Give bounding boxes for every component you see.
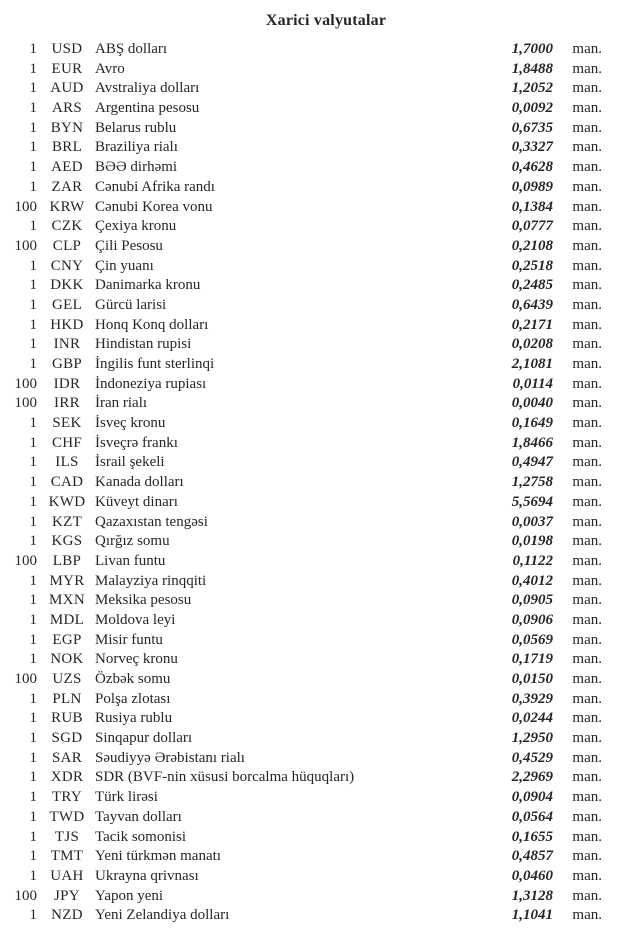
quantity-cell: 1: [29, 730, 37, 747]
rate-cell: 1,7000: [511, 41, 553, 57]
currency-code-cell: EUR: [51, 60, 83, 77]
unit-cell: man.: [572, 218, 602, 235]
rate-cell: 0,0040: [511, 395, 553, 412]
table-row: [0, 99, 602, 119]
currency-name-cell: Cənubi Afrika randı: [95, 178, 215, 195]
rate-cell: 0,1384: [511, 198, 553, 215]
rate-cell: 0,0244: [511, 710, 553, 727]
table-row: [0, 532, 602, 552]
table-row: [0, 828, 602, 848]
table-row: [0, 709, 602, 729]
currency-name-cell: Kanada dolları: [95, 474, 184, 491]
quantity-cell: 1: [29, 218, 37, 235]
rate-cell: 1,2758: [511, 474, 553, 491]
rate-cell: 1,2950: [511, 730, 553, 747]
unit-cell: man.: [572, 474, 602, 491]
unit-cell: man.: [572, 710, 602, 727]
table-row: [0, 788, 602, 808]
currency-code-cell: CHF: [51, 434, 83, 451]
unit-cell: man.: [572, 808, 602, 825]
unit-cell: man.: [572, 592, 602, 609]
currency-code-cell: AUD: [50, 80, 84, 97]
currency-name-cell: Yeni Zelandiya dolları: [95, 907, 230, 924]
quantity-cell: 1: [29, 848, 37, 865]
table-row: [0, 335, 602, 355]
rate-cell: 0,0564: [511, 808, 553, 825]
currency-name-cell: Tayvan dolları: [95, 808, 182, 825]
currency-name-cell: Ukrayna qrivnası: [95, 867, 199, 884]
currency-code-cell: USD: [51, 41, 83, 57]
currency-name-cell: Türk lirəsi: [95, 789, 158, 806]
quantity-cell: 1: [29, 139, 37, 156]
currency-code-cell: BYN: [50, 119, 84, 136]
currency-code-cell: UAH: [50, 867, 84, 884]
unit-cell: man.: [572, 493, 602, 510]
table-row: [0, 572, 602, 592]
rate-cell: 0,3929: [511, 690, 553, 707]
currency-name-cell: Livan funtu: [95, 552, 166, 569]
rate-cell: 0,1649: [511, 415, 553, 432]
currency-code-cell: PLN: [52, 690, 82, 707]
currency-name-cell: ABŞ dolları: [95, 41, 168, 57]
currency-name-cell: Misir funtu: [95, 631, 163, 648]
unit-cell: man.: [572, 671, 602, 687]
quantity-cell: 1: [29, 100, 37, 117]
currency-name-cell: Sinqapur dolları: [95, 730, 193, 747]
currency-code-cell: NOK: [50, 651, 84, 668]
rate-cell: 1,3128: [511, 887, 553, 904]
table-row: [0, 453, 602, 473]
currency-code-cell: HKD: [50, 316, 84, 333]
currency-code-cell: TJS: [54, 828, 80, 845]
rate-cell: 0,0905: [511, 592, 553, 609]
currency-name-cell: Braziliya rialı: [95, 139, 178, 156]
currency-name-cell: Tacik somonisi: [95, 828, 187, 845]
currency-name-cell: Norveç kronu: [95, 651, 178, 668]
table-row: [0, 237, 602, 257]
quantity-cell: 1: [29, 474, 37, 491]
currency-code-cell: GEL: [51, 296, 83, 313]
quantity-cell: 1: [29, 178, 37, 195]
quantity-cell: 1: [29, 690, 37, 707]
quantity-cell: 1: [29, 572, 37, 589]
table-row: [0, 513, 602, 533]
unit-cell: man.: [572, 41, 602, 57]
quantity-cell: 100: [14, 671, 37, 687]
quantity-cell: 1: [29, 336, 37, 353]
table-row: [0, 670, 602, 690]
unit-cell: man.: [572, 552, 602, 569]
currency-code-cell: ARS: [51, 100, 83, 117]
rate-cell: 0,2518: [511, 257, 553, 274]
quantity-cell: 1: [29, 41, 37, 57]
rate-cell: 0,0092: [511, 100, 553, 117]
rate-cell: 0,0904: [511, 789, 553, 806]
rate-cell: 0,4012: [511, 572, 553, 589]
currency-name-cell: İsveçrə frankı: [95, 434, 178, 451]
table-row: [0, 257, 602, 277]
currency-code-cell: CZK: [51, 218, 83, 235]
rate-cell: 0,6735: [511, 119, 553, 136]
quantity-cell: 100: [14, 395, 37, 412]
table-row: [0, 650, 602, 670]
table-row: [0, 631, 602, 651]
quantity-cell: 1: [29, 257, 37, 274]
unit-cell: man.: [572, 336, 602, 353]
table-row: [0, 178, 602, 198]
unit-cell: man.: [572, 789, 602, 806]
rate-cell: 1,2052: [511, 80, 553, 97]
currency-code-cell: UZS: [52, 671, 82, 687]
currency-code-cell: CNY: [50, 257, 84, 274]
unit-cell: man.: [572, 296, 602, 313]
rate-cell: 0,4628: [511, 159, 553, 176]
quantity-cell: 1: [29, 80, 37, 97]
currency-code-cell: LBP: [52, 552, 82, 569]
page-title: Xarici valyutalar: [265, 12, 387, 29]
table-row: [0, 887, 602, 907]
rate-cell: 0,0114: [512, 375, 553, 392]
unit-cell: man.: [572, 237, 602, 254]
rate-cell: 1,8488: [511, 60, 553, 77]
quantity-cell: 1: [29, 415, 37, 432]
quantity-cell: 1: [29, 513, 37, 530]
unit-cell: man.: [572, 100, 602, 117]
currency-code-cell: KZT: [51, 513, 83, 530]
unit-cell: man.: [572, 395, 602, 412]
currency-name-cell: Çexiya kronu: [95, 218, 177, 235]
table-row: [0, 591, 602, 611]
unit-cell: man.: [572, 887, 602, 904]
rate-cell: 2,2969: [511, 769, 553, 786]
quantity-cell: 1: [29, 592, 37, 609]
table-row: [0, 847, 602, 867]
table-row: [0, 79, 602, 99]
currency-name-cell: Özbək somu: [95, 671, 171, 687]
rate-cell: 0,0208: [511, 336, 553, 353]
unit-cell: man.: [572, 730, 602, 747]
quantity-cell: 1: [29, 454, 37, 471]
currency-name-cell: Çin yuanı: [95, 257, 154, 274]
rate-cell: 0,0989: [511, 178, 553, 195]
quantity-cell: 1: [29, 867, 37, 884]
quantity-cell: 100: [14, 887, 37, 904]
table-row: [0, 808, 602, 828]
table-row: [0, 414, 602, 434]
unit-cell: man.: [572, 651, 602, 668]
rate-cell: 0,4947: [511, 454, 553, 471]
rate-cell: 0,4857: [511, 848, 553, 865]
table-row: [0, 276, 602, 296]
table-row: [0, 611, 602, 631]
quantity-cell: 1: [29, 808, 37, 825]
currency-name-cell: İran rialı: [95, 395, 148, 412]
unit-cell: man.: [572, 119, 602, 136]
table-row: [0, 316, 602, 336]
quantity-cell: 1: [29, 60, 37, 77]
table-row: [0, 729, 602, 749]
currency-name-cell: İndoneziya rupiası: [95, 375, 207, 392]
currency-code-cell: AED: [51, 159, 83, 176]
table-row: [0, 473, 602, 493]
quantity-cell: 100: [14, 237, 37, 254]
table-row: [0, 768, 602, 788]
rate-cell: 0,1655: [511, 828, 553, 845]
currency-code-cell: MYR: [49, 572, 85, 589]
unit-cell: man.: [572, 178, 602, 195]
rate-cell: 2,1081: [511, 356, 553, 372]
rate-cell: 0,4529: [511, 749, 553, 766]
currency-name-cell: Malayziya rinqqiti: [95, 572, 207, 589]
currency-code-cell: TMT: [50, 848, 84, 865]
quantity-cell: 1: [29, 611, 37, 628]
currency-code-cell: ZAR: [51, 178, 83, 195]
table-row: [0, 552, 602, 572]
unit-cell: man.: [572, 867, 602, 884]
currency-table: [0, 40, 620, 926]
unit-cell: man.: [572, 848, 602, 865]
currency-name-cell: Belarus rublu: [95, 119, 177, 136]
currency-code-cell: MXN: [49, 592, 85, 609]
quantity-cell: 1: [29, 296, 37, 313]
currency-code-cell: EGP: [52, 631, 82, 648]
currency-name-cell: Meksika pesosu: [95, 592, 192, 609]
currency-name-cell: Cənubi Korea vonu: [95, 198, 213, 215]
currency-name-cell: Moldova leyi: [95, 611, 176, 628]
unit-cell: man.: [572, 375, 602, 392]
rate-cell: 0,3327: [511, 139, 553, 156]
quantity-cell: 100: [14, 198, 37, 215]
unit-cell: man.: [572, 257, 602, 274]
currency-name-cell: İngilis funt sterlinqi: [95, 356, 215, 372]
currency-name-cell: Qırğız somu: [95, 533, 170, 550]
rate-cell: 0,0777: [511, 218, 553, 235]
rate-cell: 0,1719: [511, 651, 553, 668]
quantity-cell: 1: [29, 356, 37, 372]
table-row: [0, 375, 602, 395]
currency-name-cell: Gürcü larisi: [95, 296, 167, 313]
unit-cell: man.: [572, 690, 602, 707]
currency-code-cell: SGD: [51, 730, 83, 747]
quantity-cell: 1: [29, 533, 37, 550]
table-row: [0, 198, 602, 218]
currency-code-cell: GBP: [51, 356, 83, 372]
quantity-cell: 100: [14, 375, 37, 392]
quantity-cell: 1: [29, 749, 37, 766]
currency-name-cell: Səudiyyə Ərəbistanı rialı: [95, 749, 245, 766]
currency-name-cell: Avro: [95, 60, 125, 77]
rate-cell: 1,8466: [511, 434, 553, 451]
currency-name-cell: Danimarka kronu: [95, 277, 201, 294]
rate-cell: 0,0037: [511, 513, 553, 530]
quantity-cell: 1: [29, 277, 37, 294]
table-row: [0, 40, 602, 60]
unit-cell: man.: [572, 159, 602, 176]
unit-cell: man.: [572, 60, 602, 77]
quantity-cell: 100: [14, 552, 37, 569]
currency-name-cell: Yeni türkmən manatı: [95, 848, 221, 865]
unit-cell: man.: [572, 533, 602, 550]
unit-cell: man.: [572, 907, 602, 924]
table-row: [0, 158, 602, 178]
rate-cell: 0,0150: [511, 671, 553, 687]
quantity-cell: 1: [29, 651, 37, 668]
unit-cell: man.: [572, 631, 602, 648]
currency-name-cell: İsveç kronu: [95, 415, 166, 432]
quantity-cell: 1: [29, 769, 37, 786]
currency-name-cell: Avstraliya dolları: [95, 80, 200, 97]
quantity-cell: 1: [29, 631, 37, 648]
table-row: [0, 119, 602, 139]
currency-code-cell: IRR: [54, 395, 80, 412]
unit-cell: man.: [572, 749, 602, 766]
currency-code-cell: KRW: [49, 198, 85, 215]
currency-code-cell: CAD: [50, 474, 84, 491]
currency-code-cell: RUB: [51, 710, 83, 727]
currency-code-cell: INR: [53, 336, 81, 353]
unit-cell: man.: [572, 316, 602, 333]
unit-cell: man.: [572, 356, 602, 372]
currency-code-cell: DKK: [50, 277, 84, 294]
currency-code-cell: NZD: [51, 907, 83, 924]
currency-code-cell: KGS: [51, 533, 83, 550]
rate-cell: 0,0198: [511, 533, 553, 550]
rate-cell: 0,2485: [511, 277, 553, 294]
currency-name-cell: Rusiya rublu: [95, 710, 173, 727]
currency-name-cell: Çili Pesosu: [95, 237, 163, 254]
table-row: [0, 434, 602, 454]
rate-cell: 1,1041: [511, 907, 553, 924]
table-row: [0, 296, 602, 316]
unit-cell: man.: [572, 198, 602, 215]
rate-cell: 0,0906: [511, 611, 553, 628]
unit-cell: man.: [572, 769, 602, 786]
unit-cell: man.: [572, 611, 602, 628]
currency-code-cell: SAR: [51, 749, 83, 766]
unit-cell: man.: [572, 80, 602, 97]
quantity-cell: 1: [29, 789, 37, 806]
rate-cell: 0,0460: [511, 867, 553, 884]
currency-code-cell: IDR: [53, 375, 81, 392]
currency-code-cell: MDL: [49, 611, 85, 628]
currency-name-cell: Honq Konq dolları: [95, 316, 209, 333]
rate-cell: 0,0569: [511, 631, 553, 648]
currency-name-cell: Argentina pesosu: [95, 100, 200, 117]
quantity-cell: 1: [29, 493, 37, 510]
quantity-cell: 1: [29, 828, 37, 845]
quantity-cell: 1: [29, 710, 37, 727]
quantity-cell: 1: [29, 159, 37, 176]
rate-cell: 0,2108: [511, 237, 553, 254]
rate-cell: 0,2171: [511, 316, 553, 333]
table-row: [0, 138, 602, 158]
quantity-cell: 1: [29, 119, 37, 136]
currency-name-cell: Küveyt dinarı: [95, 493, 178, 510]
currency-code-cell: CLP: [52, 237, 82, 254]
currency-name-cell: BƏƏ dirhəmi: [95, 159, 178, 176]
table-row: [0, 690, 602, 710]
unit-cell: man.: [572, 277, 602, 294]
currency-code-cell: ILS: [55, 454, 79, 471]
table-row: [0, 906, 602, 926]
table-row: [0, 355, 602, 375]
quantity-cell: 1: [29, 434, 37, 451]
currency-code-cell: TRY: [51, 789, 83, 806]
currency-code-cell: TWD: [49, 808, 85, 825]
currency-name-cell: İsrail şekeli: [95, 454, 165, 471]
table-row: [0, 493, 602, 513]
unit-cell: man.: [572, 513, 602, 530]
currency-code-cell: JPY: [54, 887, 80, 904]
currency-name-cell: Qazaxıstan tengəsi: [95, 513, 208, 530]
table-row: [0, 60, 602, 80]
rate-cell: 5,5694: [511, 493, 553, 510]
currency-name-cell: SDR (BVF-nin xüsusi borcalma hüquqları): [95, 769, 355, 786]
currency-name-cell: Hindistan rupisi: [95, 336, 192, 353]
unit-cell: man.: [572, 572, 602, 589]
currency-name-cell: Polşa zlotası: [95, 690, 171, 707]
quantity-cell: 1: [29, 907, 37, 924]
currency-code-cell: SEK: [52, 415, 82, 432]
table-row: [0, 749, 602, 769]
quantity-cell: 1: [29, 316, 37, 333]
currency-code-cell: KWD: [48, 493, 86, 510]
unit-cell: man.: [572, 139, 602, 156]
unit-cell: man.: [572, 454, 602, 471]
rate-cell: 0,1122: [512, 552, 553, 569]
unit-cell: man.: [572, 828, 602, 845]
currency-code-cell: XDR: [50, 769, 84, 786]
unit-cell: man.: [572, 434, 602, 451]
rate-cell: 0,6439: [511, 296, 553, 313]
table-row: [0, 394, 602, 414]
table-row: [0, 867, 602, 887]
currency-name-cell: Yapon yeni: [95, 887, 164, 904]
currency-code-cell: BRL: [51, 139, 83, 156]
table-row: [0, 217, 602, 237]
unit-cell: man.: [572, 415, 602, 432]
